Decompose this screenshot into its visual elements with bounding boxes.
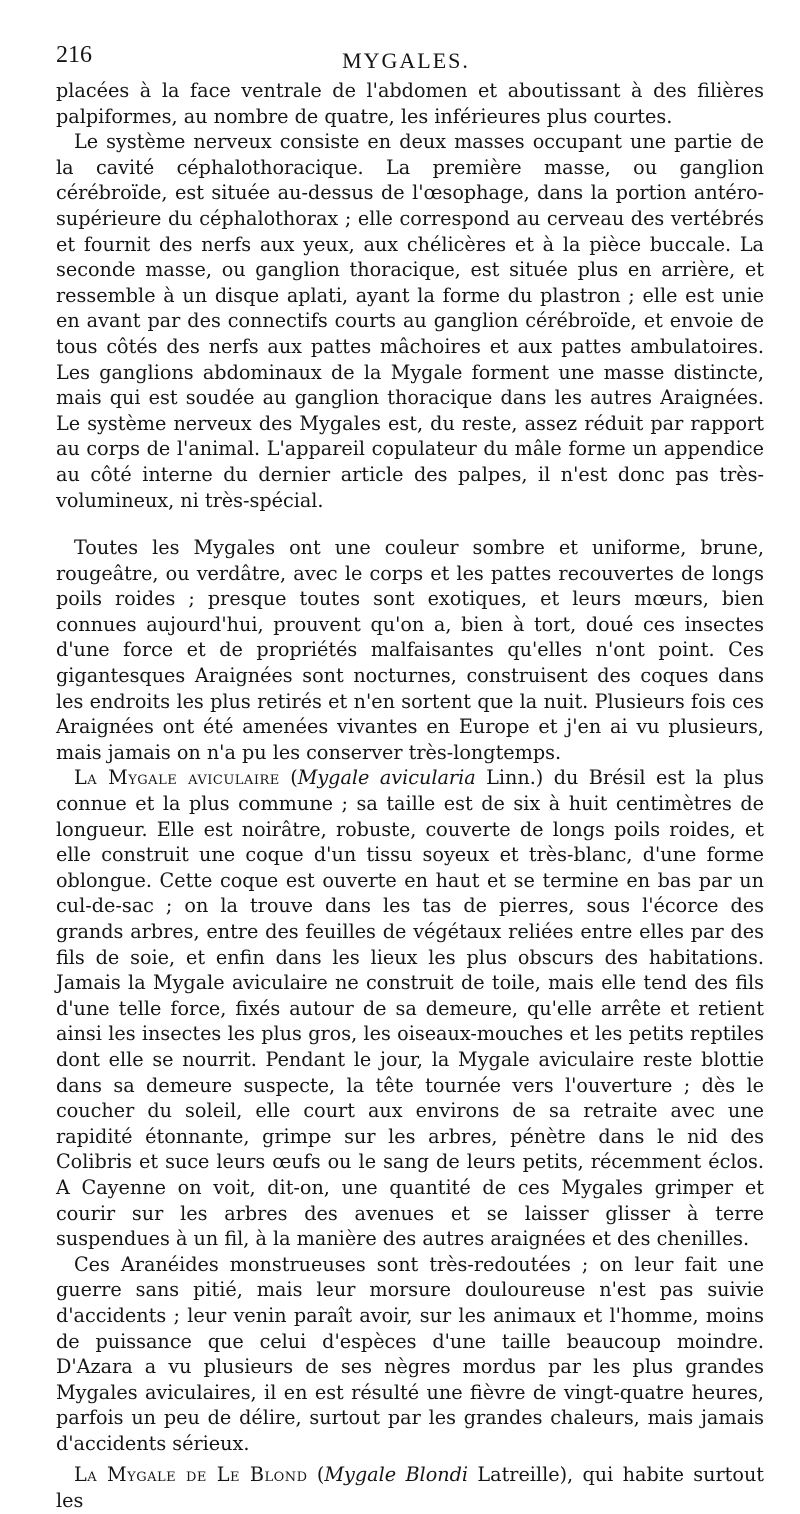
page-number: 216 bbox=[56, 42, 92, 68]
species-name-le-blond: La Mygale de Le Blond bbox=[74, 1463, 308, 1487]
paragraph-le-blond-text: Latreille), qui habite surtout les bbox=[56, 1463, 765, 1513]
paragraph-nervous-system: Le système nerveux consiste en deux masses occupant une partie de la cavité céphalothoracique. La première masse, ou ganglion cérébroïde, est située au-dessus de l'œsophage, dans la portion antéro-supérieure du céphalothorax ; elle correspond au cerveau des vertébrés et fournit des nerfs aux yeux, aux chélicères et à la pièce buccale. La seconde masse, ou ganglion thoracique, est située plus en arrière, et ressemble à un disque aplati, ayant la forme du plastron ; elle est unie en avant par des connectifs courts au ganglion cérébroïde, et envoie de tous côtés des nerfs aux pattes mâchoires et aux pattes ambulatoires. Les ganglions abdominaux de la Mygale forment une masse distincte, mais qui est soudée au ganglion thoracique dans les autres Araignées. Le système nerveux des Mygales est, du reste, assez réduit par rapport au corps de l'animal. L'appareil copulateur du mâle forme un appendice au côté interne du dernier article des palpes, il n'est donc pas très-volumineux, ni très-spécial. bbox=[56, 130, 764, 512]
section-gap bbox=[56, 513, 764, 535]
page-body bbox=[56, 78, 764, 1514]
paragraph-general-description: Toutes les Mygales ont une couleur sombre et uniforme, brune, rougeâtre, ou verdâtre, avec le corps et les pattes recouvertes de longs poils roides ; presque toutes sont exotiques, et leurs mœurs, bien connues aujourd'hui, prouvent qu'on a, bien à tort, doué ces insectes d'une force et de propriétés malfaisantes qu'elles n'ont point. Ces gigantesques Araignées sont nocturnes, construisent des coques dans les endroits les plus retirés et n'en sortent que la nuit. Plusieurs fois ces Araignées ont été amenées vivantes en Europe et j'en ai vu plusieurs, mais jamais on n'a pu les conserver très-longtemps. bbox=[56, 536, 764, 764]
running-title: MYGALES. bbox=[342, 48, 470, 73]
paragraph-mygale-le-blond: La Mygale de Le Blond (Mygale Blondi Latreille), qui habite surtout les bbox=[56, 1463, 765, 1513]
species-name-aviculaire: La Mygale aviculaire bbox=[74, 766, 280, 790]
paragraph-mygale-aviculaire: La Mygale aviculaire (Mygale avicularia Linn.) du Brésil est la plus connue et la plus commune ; sa taille est de six à huit centimètres de longueur. Elle est noirâtre, robuste, couverte de longs poils roides, et elle construit une coque d'un tissu soyeux et très-blanc, d'une forme oblongue. Cette coque est ouverte en haut et se termine en bas par un cul-de-sac ; on la trouve dans les tas de pierres, sous l'écorce des grands arbres, entre des feuilles de végétaux reliées entre elles par des fils de soie, et enfin dans les lieux les plus obscurs des habitations. Jamais la Mygale aviculaire ne construit de toile, mais elle tend des fils d'une telle force, fixés autour de sa demeure, qu'elle arrête et retient ainsi les insectes les plus gros, les oiseaux-mouches et les petits reptiles dont elle se nourrit. Pendant le jour, la Mygale aviculaire reste blottie dans sa demeure suspecte, la tête tournée vers l'ouverture ; dès le coucher du soleil, elle court aux environs de sa retraite avec une rapidité étonnante, grimpe sur les arbres, pénètre dans le nid des Colibris et suce leurs œufs ou le sang de leurs petits, récemment éclos. A Cayenne on voit, dit-on, une quantité de ces Mygales grimper et courir sur les arbres des avenues et se laisser glisser à terre suspendues à un fil, à la manière des autres araignées et des chenilles. bbox=[56, 766, 764, 1251]
paragraph-venom: Ces Aranéides monstrueuses sont très-redoutées ; on leur fait une guerre sans pitié, mais leur morsure douloureuse n'est pas suivie d'accidents ; leur venin paraît avoir, sur les animaux et l'homme, moins de puissance que celui d'espèces d'une taille beaucoup moindre. D'Azara a vu plusieurs de ses nègres mordus par les plus grandes Mygales aviculaires, il en est résulté une fièvre de vingt-quatre heures, parfois un peu de délire, surtout par les grandes chaleurs, mais jamais d'accidents sérieux. bbox=[56, 1252, 764, 1455]
latin-name-aviculaire: Mygale avicularia bbox=[297, 766, 476, 790]
page-header bbox=[56, 36, 756, 76]
latin-name-blondi: Mygale Blondi bbox=[324, 1463, 469, 1487]
paragraph-aviculaire-text: Linn.) du Brésil est la plus connue et la plus commune ; sa taille est de six à huit centimètres de longueur. Elle est noirâtre, robuste, couverte de longs poils roides, et elle construit une coque d'un tissu soyeux et très-blanc, d'une forme oblongue. Cette coque est ouverte en haut et se termine en bas par un cul-de-sac ; on la trouve dans les tas de pierres, sous l'écorce des grands arbres, entre des feuilles de végétaux reliées entre elles par des fils de soie, et enfin dans les lieux les plus obscurs des habitations. Jamais la Mygale aviculaire ne construit de toile, mais elle tend des fils d'une telle force, fixés autour de sa demeure, qu'elle arrête et retient ainsi les insectes les plus gros, les oiseaux-mouches et les petits reptiles dont elle se nourrit. Pendant le jour, la Mygale aviculaire reste blottie dans sa demeure suspecte, la tête tournée vers l'ouverture ; dès le coucher du soleil, elle court aux environs de sa retraite avec une rapidité étonnante, grimpe sur les arbres, pénètre dans le nid des Colibris et suce leurs œufs ou le sang de leurs petits, récemment éclos. A Cayenne on voit, dit-on, une quantité de ces Mygales grimper et courir sur les arbres des avenues et se laisser glisser à terre suspendues à un fil, à la manière des autres araignées et des chenilles. bbox=[56, 766, 764, 1251]
paragraph-continuation: placées à la face ventrale de l'abdomen et aboutissant à des filières palpiformes, au nombre de quatre, les inférieures plus courtes. bbox=[56, 79, 764, 128]
